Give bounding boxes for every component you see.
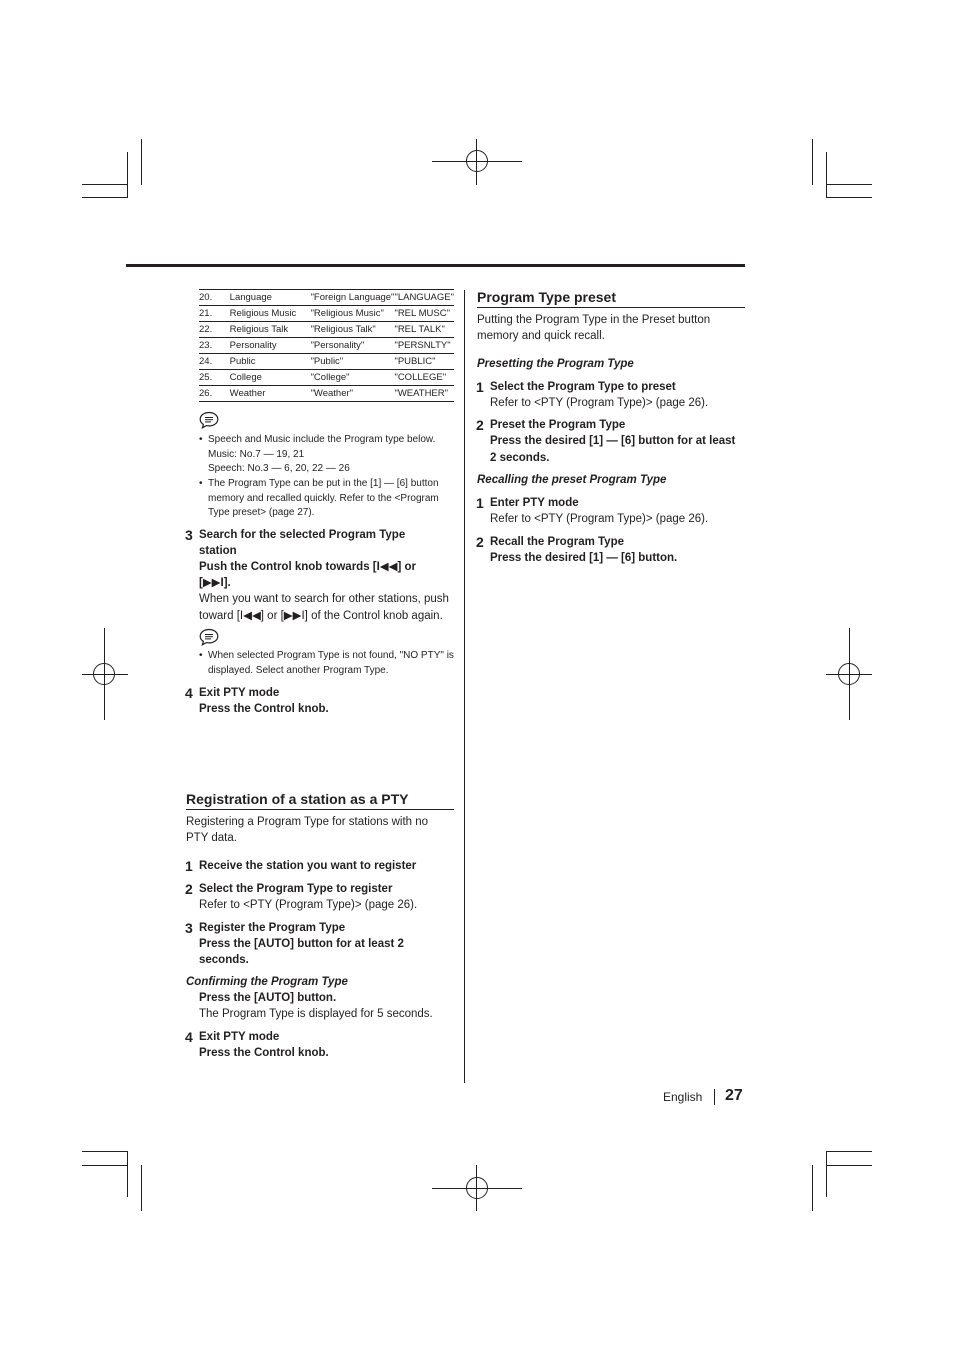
pty-short: "REL TALK" xyxy=(394,322,454,338)
table-row xyxy=(199,290,454,306)
note-text: memory and recalled quickly. Refer to the <Program xyxy=(208,492,439,504)
pty-name: Public xyxy=(230,354,311,370)
note-text: Speech: No.3 — 6, 20, 22 — 26 xyxy=(208,463,350,474)
page-number: 27 xyxy=(725,1087,743,1104)
step-description-line: When you want to search for other stations, push xyxy=(199,593,449,605)
pty-num: 24. xyxy=(199,354,230,370)
step-description: Refer to <PTY (Program Type)> (page 26). xyxy=(490,513,709,525)
step-title: Select the Program Type to register xyxy=(199,883,393,895)
step-number: 3 xyxy=(185,920,193,936)
table-row xyxy=(199,370,454,386)
pty-name: Religious Talk xyxy=(230,322,311,338)
pty-table xyxy=(199,289,454,402)
intro-line: Putting the Program Type in the Preset button xyxy=(477,314,711,326)
note-bullet: • When selected Program Type is not found, "NO PTY" is displayed. Select another Program Type. xyxy=(208,649,454,678)
table-row xyxy=(199,386,454,402)
step-action: Press the [AUTO] button. xyxy=(199,992,337,1004)
section-title: Program Type preset xyxy=(477,289,617,305)
step-action-line: seconds. xyxy=(199,954,249,966)
pty-short: "PERSNLTY" xyxy=(394,338,454,354)
pty-num: 22. xyxy=(199,322,230,338)
footer-language: English xyxy=(663,1090,703,1104)
step-action-line: 2 seconds. xyxy=(490,452,550,464)
pty-name: Religious Music xyxy=(230,306,311,322)
step-description xyxy=(199,591,449,625)
pty-display: "Personality" xyxy=(311,338,395,354)
step-number: 1 xyxy=(476,495,484,511)
step-action-line: Press the [AUTO] button for at least 2 xyxy=(199,938,404,950)
pty-num: 26. xyxy=(199,386,230,402)
note-text: Music: No.7 — 19, 21 xyxy=(208,448,305,460)
step-title: Enter PTY mode xyxy=(490,497,579,509)
pty-display: "Weather" xyxy=(311,386,395,402)
step-action: Press the desired [1] — [6] button. xyxy=(490,552,678,564)
table-row xyxy=(199,354,454,370)
step-title: Exit PTY mode xyxy=(199,687,280,699)
section-title: Registration of a station as a PTY xyxy=(186,791,409,807)
step-number: 2 xyxy=(185,881,193,897)
step-title: Receive the station you want to register xyxy=(199,860,417,872)
pty-display: "Foreign Language" xyxy=(311,290,395,306)
pty-num: 20. xyxy=(199,290,230,306)
section-intro xyxy=(186,814,428,846)
step-title: Preset the Program Type xyxy=(490,419,626,431)
pty-display: "Religious Talk" xyxy=(311,322,395,338)
note-icon xyxy=(199,628,219,646)
step-title xyxy=(199,527,405,559)
note-text: The Program Type can be put in the [1] — [6] button xyxy=(208,478,439,489)
step-action: Press the Control knob. xyxy=(199,1047,329,1059)
note-bullet: • The Program Type can be put in the [1] — [6] button memory and recalled quickly. Refer to the <Program Type preset> (page 27). xyxy=(208,477,439,521)
pty-num: 21. xyxy=(199,306,230,322)
section-underline xyxy=(477,307,745,308)
step-description: The Program Type is displayed for 5 seconds. xyxy=(199,1008,433,1020)
pty-display: "College" xyxy=(311,370,395,386)
step-action xyxy=(199,559,416,591)
section-intro xyxy=(477,312,710,344)
step-number: 3 xyxy=(185,527,193,543)
intro-line: memory and quick recall. xyxy=(477,330,605,342)
pty-short: "LANGUAGE" xyxy=(394,290,454,306)
pty-name: Personality xyxy=(230,338,311,354)
pty-num: 25. xyxy=(199,370,230,386)
step-action xyxy=(490,433,735,467)
sub-heading: Recalling the preset Program Type xyxy=(477,474,667,486)
step-description: Refer to <PTY (Program Type)> (page 26). xyxy=(490,397,709,409)
step-action-line: [▶▶I]. xyxy=(199,577,231,589)
header-rule xyxy=(126,264,745,267)
pty-display: "Religious Music" xyxy=(311,306,395,322)
sub-heading: Presetting the Program Type xyxy=(477,358,634,370)
table-row xyxy=(199,338,454,354)
note-bullet: • Speech and Music include the Program type below. Music: No.7 — 19, 21 Speech: No.3 — 6, 20, 22 — 26 xyxy=(208,433,435,477)
table-row xyxy=(199,322,454,338)
pty-short: "WEATHER" xyxy=(394,386,454,402)
step-title-line: station xyxy=(199,545,237,557)
step-number: 2 xyxy=(476,417,484,433)
step-title: Recall the Program Type xyxy=(490,536,624,548)
step-number: 4 xyxy=(185,1029,193,1045)
step-title: Select the Program Type to preset xyxy=(490,381,676,393)
note-text: When selected Program Type is not found, "NO PTY" is xyxy=(208,650,454,661)
pty-num: 23. xyxy=(199,338,230,354)
step-number: 2 xyxy=(476,534,484,550)
section-underline xyxy=(186,809,454,810)
sub-heading: Confirming the Program Type xyxy=(186,976,348,988)
step-action: Press the Control knob. xyxy=(199,703,329,715)
pty-short: "COLLEGE" xyxy=(394,370,454,386)
note-text: Type preset> (page 27). xyxy=(208,507,315,518)
pty-name: College xyxy=(230,370,311,386)
note-text: Speech and Music include the Program type below. xyxy=(208,434,436,445)
step-number: 1 xyxy=(185,858,193,874)
table-row xyxy=(199,306,454,322)
step-action-line: Push the Control knob towards [I◀◀] or xyxy=(199,561,417,573)
step-number: 1 xyxy=(476,379,484,395)
step-title: Register the Program Type xyxy=(199,922,346,934)
note-text: displayed. Select another Program Type. xyxy=(208,664,389,676)
footer-separator xyxy=(714,1089,715,1105)
step-title-line: Search for the selected Program Type xyxy=(199,529,406,541)
step-description-line: toward [I◀◀] or [▶▶I] of the Control knob again. xyxy=(199,610,443,622)
step-action xyxy=(199,936,404,968)
pty-name: Language xyxy=(230,290,311,306)
intro-line: PTY data. xyxy=(186,832,237,844)
note-icon xyxy=(199,411,219,429)
step-number: 4 xyxy=(185,685,193,701)
pty-short: "PUBLIC" xyxy=(394,354,454,370)
step-title: Exit PTY mode xyxy=(199,1031,280,1043)
step-description: Refer to <PTY (Program Type)> (page 26). xyxy=(199,899,418,911)
pty-short: "REL MUSC" xyxy=(394,306,454,322)
intro-line: Registering a Program Type for stations with no xyxy=(186,816,429,828)
pty-display: "Public" xyxy=(311,354,395,370)
column-divider xyxy=(464,290,465,1083)
step-action-line: Press the desired [1] — [6] button for at least xyxy=(490,435,736,447)
pty-name: Weather xyxy=(230,386,311,402)
